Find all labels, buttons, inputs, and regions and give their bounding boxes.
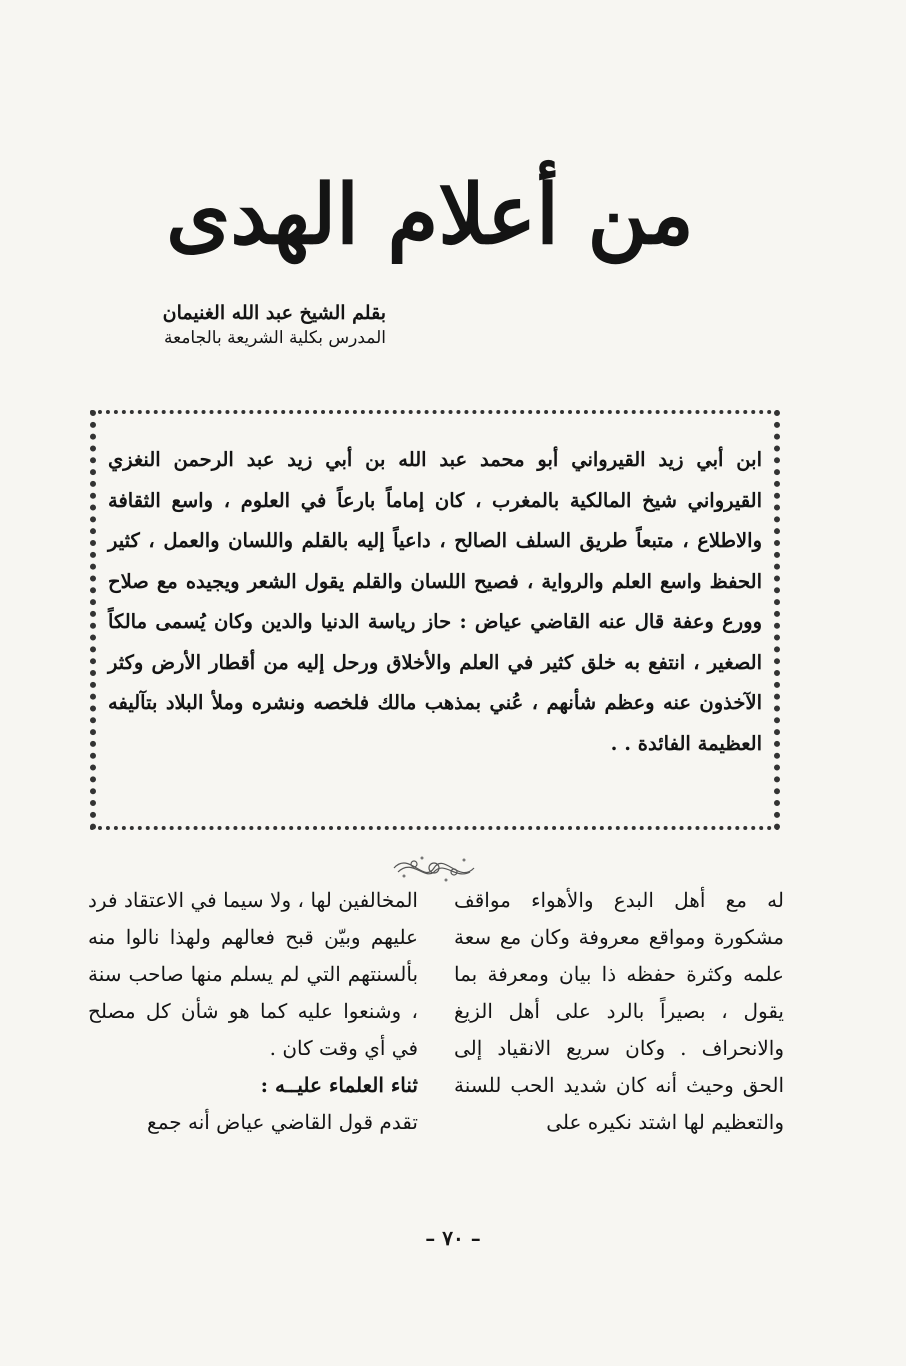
byline bbox=[86, 300, 386, 350]
intro-line: العظيمة الفائدة . . bbox=[610, 731, 762, 755]
subheading: ثناء العلماء عليــه : bbox=[260, 1073, 418, 1097]
intro-line: واللسان والعمل ، كثير الحفظ واسع العلم والرواية ، فصيح اللسان والقلم bbox=[108, 529, 762, 593]
intro-line: ابن أبي زيد القيرواني أبو محمد عبد الله بن أبي زيد عبد الرحمن bbox=[173, 448, 762, 471]
intro-line: النغزي القيرواني شيخ المالكية بالمغرب ، كان إماماً بارعاً في العلوم ، bbox=[108, 448, 762, 512]
intro-line: وعظم شأنهم ، عُني بمذهب مالك فلخصه ونشره وملأ البلاد بتآليفه bbox=[108, 691, 655, 714]
intro-line: حاز رياسة الدنيا والدين وكان يُسمى مالكاً الصغير ، انتفع به خلق كثير bbox=[108, 610, 762, 674]
column-line: نالوا منه بألسنتهم التي لم يسلم منها bbox=[88, 925, 419, 986]
left-column bbox=[88, 882, 418, 1141]
column-line: إلى الحق وحيث أنه كان شديد الحب bbox=[454, 1036, 785, 1097]
column-line: تقدم قول القاضي عياض أنه جمع bbox=[147, 1110, 418, 1134]
column-line: بما يقول ، بصيراً بالرد على أهل bbox=[454, 962, 784, 1023]
intro-text bbox=[108, 440, 762, 764]
page-number: – ٧٠ – bbox=[425, 1226, 481, 1250]
intro-line: واسع الثقافة والاطلاع ، متبعاً طريق السلف الصالح ، داعياً إليه بالقلم bbox=[108, 488, 762, 552]
column-line: سعة علمه وكثرة حفظه ذا بيان ومعرفة bbox=[454, 925, 784, 986]
column-line: شأن كل مصلح في أي وقت كان . bbox=[88, 999, 418, 1060]
column-line: المخالفين لها ، ولا سيما في الاعتقاد bbox=[123, 888, 418, 912]
author-name: بقلم الشيخ عبد الله الغنيمان bbox=[162, 302, 386, 324]
column-line: صاحب سنة ، وشنعوا عليه كما هو bbox=[88, 962, 418, 1023]
column-line: للسنة والتعظيم لها اشتد نكيره على bbox=[454, 1073, 784, 1134]
column-line: له مع أهل البدع والأهواء مواقف bbox=[454, 888, 784, 912]
right-column bbox=[454, 882, 784, 1141]
column-line: فرد عليهم وبيّن قبح فعالهم ولهذا bbox=[88, 888, 418, 949]
intro-line: يقول الشعر ويجيده مع صلاح وورع وعفة قال عنه القاضي عياض : bbox=[108, 569, 762, 633]
intro-line: في العلم والأخلاق ورحل إليه من أقطار الأرض وكثر الآخذون عنه bbox=[108, 650, 762, 714]
author-role: المدرس بكلية الشريعة بالجامعة bbox=[164, 328, 386, 348]
section-title: من أعلام الهدى bbox=[166, 167, 694, 263]
column-line: الزيغ والانحراف . وكان سريع الانقياد bbox=[454, 999, 785, 1060]
column-line: مشكورة ومواقع معروفة وكان مع bbox=[499, 925, 784, 949]
